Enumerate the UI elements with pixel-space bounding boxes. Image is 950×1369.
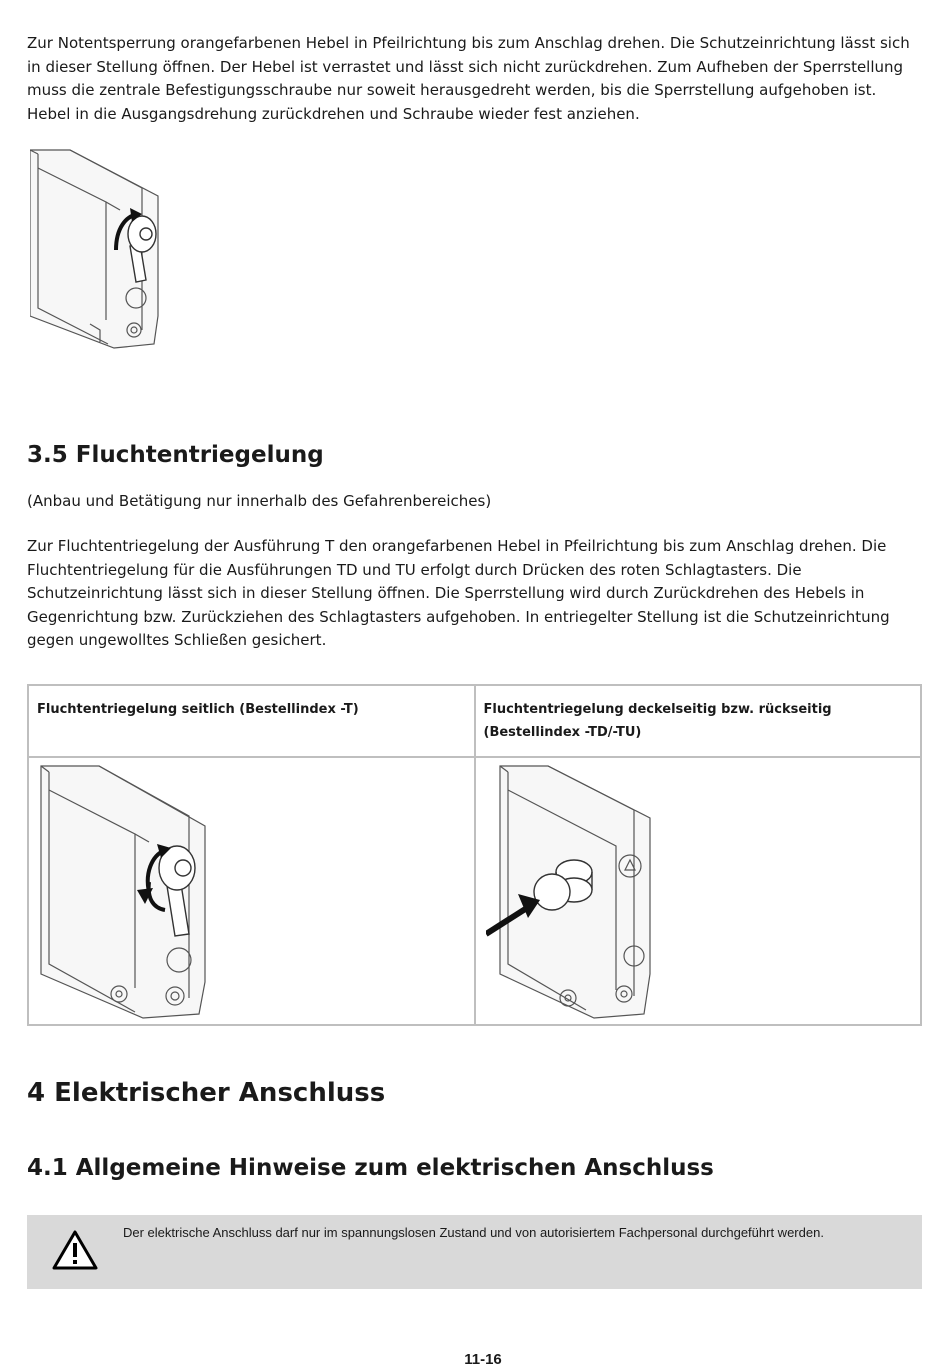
page-number: 11-16 xyxy=(464,1351,502,1368)
right-figure-cell xyxy=(475,757,922,1025)
side-lever-illustration xyxy=(39,764,209,1020)
intro-paragraph: Zur Notentsperrung orangefarbenen Hebel in Pfeilrichtung bis zum Anschlag drehen. Die Schutzeinrichtung lässt sich in dieser Stellung öffnen. Der Hebel ist verrastet und lässt sich nicht zurückdrehen. Zum Aufheben der Sperrstellung muss die zentrale Befestigungsschraube nur soweit herausgedreht werden, bis die Sperrstellung aufgehoben ist. Hebel in die Ausgangsdrehung zurückdrehen und Schraube wieder fest anziehen. xyxy=(27,34,910,123)
section-4-heading: 4 Elektrischer Anschluss xyxy=(27,1078,386,1108)
section-3-5-note: (Anbau und Betätigung nur innerhalb des Gefahrenbereiches) xyxy=(27,492,492,510)
release-options-table xyxy=(27,684,922,1026)
section-3-5-heading: 3.5 Fluchtentriegelung xyxy=(27,442,324,468)
right-column-header: Fluchtentriegelung deckelseitig bzw. rückseitig (Bestellindex -TD/-TU) xyxy=(475,685,922,757)
lever-release-illustration xyxy=(30,148,162,350)
section-3-5-paragraph: Zur Fluchtentriegelung der Ausführung T den orangefarbenen Hebel in Pfeilrichtung bis zum Anschlag drehen. Die Fluchtentriegelung für die Ausführungen TD und TU erfolgt durch Drücken des roten Schlagtasters. Die Schutzeinrichtung lässt sich in dieser Stellung öffnen. Die Sperrstellung wird durch Zurückdrehen des Hebels in Gegenrichtung bzw. Zurückziehen des Schlagtasters aufgehoben. In entriegelter Stellung ist die Schutzeinrichtung gegen ungewolltes Schließen gesichert. xyxy=(27,537,890,649)
warning-triangle-icon xyxy=(51,1229,99,1271)
section-4-1-heading: 4.1 Allgemeine Hinweise zum elektrischen Anschluss xyxy=(27,1155,714,1181)
left-figure-cell xyxy=(28,757,475,1025)
left-column-header: Fluchtentriegelung seitlich (Bestellindex -T) xyxy=(28,685,475,757)
push-button-illustration xyxy=(486,764,656,1020)
warning-box xyxy=(27,1215,922,1289)
warning-text: Der elektrische Anschluss darf nur im spannungslosen Zustand und von autorisiertem Fachpersonal durchgeführt werden. xyxy=(123,1225,824,1240)
